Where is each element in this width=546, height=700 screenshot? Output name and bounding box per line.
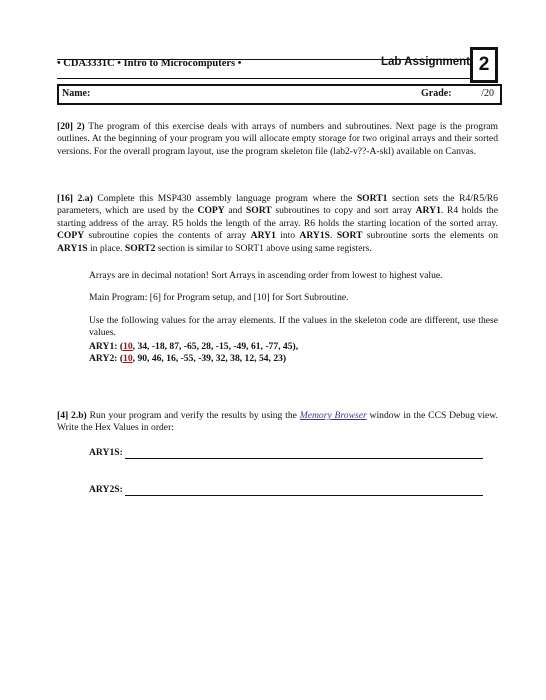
q2a-text: subroutines to copy and sort array xyxy=(271,205,416,217)
q2a-text: and xyxy=(224,205,246,217)
q2b-text: window in the CCS Debug view. Write the Hex Values in order: xyxy=(57,410,499,434)
q2a-sort1: SORT1 xyxy=(356,193,388,204)
question-2-text: The program of this exercise deals with arrays of numbers and subroutines. Next page is the program outlines. At the beginning of your program you will allocate empty storage for two original arrays and their sorted versions. For the overall program layout, use the program skeleton file (lab2-v??-A-skl) available on Canvas. xyxy=(57,121,499,157)
header-rule-top xyxy=(57,59,473,60)
ary2-values xyxy=(89,353,498,365)
q2a-text: section sets the R4/R5/R6 parameters, which are used by the xyxy=(57,193,498,217)
q2a-block xyxy=(89,270,498,365)
ary1-label: ARY1: ( xyxy=(89,340,124,352)
q2a-text: in place. xyxy=(87,242,125,254)
ary1-values xyxy=(89,341,498,353)
q2a-ary1s: ARY1S xyxy=(57,242,88,254)
lab-assignment-label: Lab Assignment xyxy=(380,56,470,68)
memory-browser-link[interactable]: Memory Browser xyxy=(299,410,367,421)
question-2b-tag: [4] 2.b) xyxy=(57,410,87,421)
q2a-text: subroutine copies the contents of array xyxy=(84,230,251,242)
q2a-ascending-note: Arrays are in decimal notation! Sort Arrays in ascending order from lowest to highest value. xyxy=(89,270,443,281)
grade-score: /20 xyxy=(481,88,494,99)
header-rule-bottom xyxy=(57,78,473,79)
question-2a-tag: [16] 2.a) xyxy=(57,193,93,204)
q2a-points-note: Main Program: [6] for Program setup, and [10] for Sort Subroutine. xyxy=(89,292,349,304)
ary1-length: 10 xyxy=(123,340,133,352)
ary2s-label: ARY2S: xyxy=(89,484,123,495)
ary2s-answer-line xyxy=(89,484,498,496)
ary2-elements: , 90, 46, 16, -55, -39, 32, 38, 12, 54, 23) xyxy=(132,353,287,365)
grade-label: Grade: xyxy=(421,88,452,99)
q2a-text: subroutine sorts the elements on xyxy=(362,230,499,242)
ary2-length: 10 xyxy=(123,353,133,365)
q2a-sort: SORT xyxy=(245,205,272,217)
page-header xyxy=(57,47,498,81)
lab-number-box: 2 xyxy=(470,47,498,83)
q2a-copy: COPY xyxy=(57,230,85,242)
q2a-copy: COPY xyxy=(197,205,225,217)
ary2-label: ARY2: ( xyxy=(89,353,124,365)
ary1s-answer-line xyxy=(89,447,498,459)
ary2s-answer-blank[interactable] xyxy=(125,486,483,496)
q2a-text: . R4 holds the starting address of the array. R5 holds the length of the array. R6 holds the starting location of the sorted array. xyxy=(57,205,498,229)
q2a-ary1: ARY1 xyxy=(250,230,276,242)
question-2b xyxy=(57,410,498,435)
ary1s-label: ARY1S: xyxy=(89,447,123,458)
q2a-values-note: Use the following values for the array elements. If the values in the skeleton code are different, use these values. xyxy=(89,314,498,339)
q2a-ary1s: ARY1S xyxy=(299,230,330,242)
q2a-text: section is similar to SORT1 above using same registers. xyxy=(155,242,372,254)
q2a-text: . xyxy=(330,230,337,242)
ary1-elements: , 34, -18, 87, -65, 28, -15, -49, 61, -77, 45), xyxy=(132,340,299,352)
question-2-tag: [20] 2) xyxy=(57,121,85,132)
course-title: • CDA3331C • Intro to Microcomputers • xyxy=(57,58,242,69)
q2a-ary1: ARY1 xyxy=(415,205,441,217)
name-label: Name: xyxy=(62,88,91,99)
q2a-text: Complete this MSP430 assembly language program where the xyxy=(92,193,357,204)
q2b-text: Run your program and verify the results by using the xyxy=(86,410,300,421)
q2a-text: into xyxy=(275,230,300,242)
name-grade-bar xyxy=(57,84,502,105)
q2a-sort2: SORT2 xyxy=(124,242,156,254)
q2a-sort: SORT xyxy=(336,230,363,242)
question-2a-intro xyxy=(57,193,498,255)
ary1s-answer-blank[interactable] xyxy=(125,449,483,459)
question-2 xyxy=(57,121,498,158)
